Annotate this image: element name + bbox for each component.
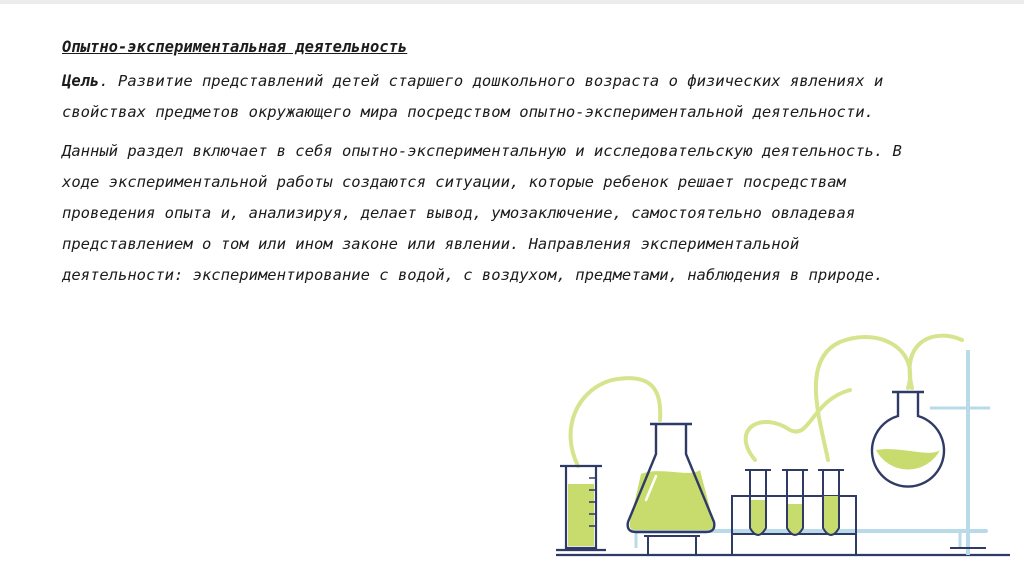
flask-liquid [630, 470, 714, 530]
test-tube-2-liquid [788, 504, 802, 534]
test-tube-3-liquid [824, 496, 838, 534]
goal-label: Цель [62, 72, 100, 90]
slide-title: Опытно-экспериментальная деятельность [62, 38, 408, 56]
top-divider [0, 0, 1024, 4]
tube-right-curve [910, 336, 962, 388]
goal-text: . Развитие представлений детей старшего дошкольного возраста о физических явлениях и свойствах предметов окружающего мира посредством опытно-экспериментальной деятельности. [62, 72, 884, 121]
lab-equipment-illustration [540, 330, 1024, 574]
goal-paragraph [62, 66, 902, 128]
text-block [62, 34, 902, 291]
cylinder-liquid [568, 484, 594, 546]
test-tube-1-liquid [751, 500, 765, 534]
description-paragraph: Данный раздел включает в себя опытно-экспериментальную и исследовательскую деятельность. В ходе экспериментальной работы создаются ситуации, которые ребенок решает посредствам проведения опыта и, анализируя, делает вывод, умозаключение, самостоятельно овладевая представлением о том или ином законе или явлении. Направления экспериментальной деятельности: экспериментирование с водой, с воздухом, предметами, наблюдения в природе. [62, 142, 902, 284]
round-bottom-flask [872, 392, 944, 487]
round-flask-liquid [876, 449, 940, 469]
tube-middle [746, 390, 850, 460]
tube-left [571, 378, 661, 466]
